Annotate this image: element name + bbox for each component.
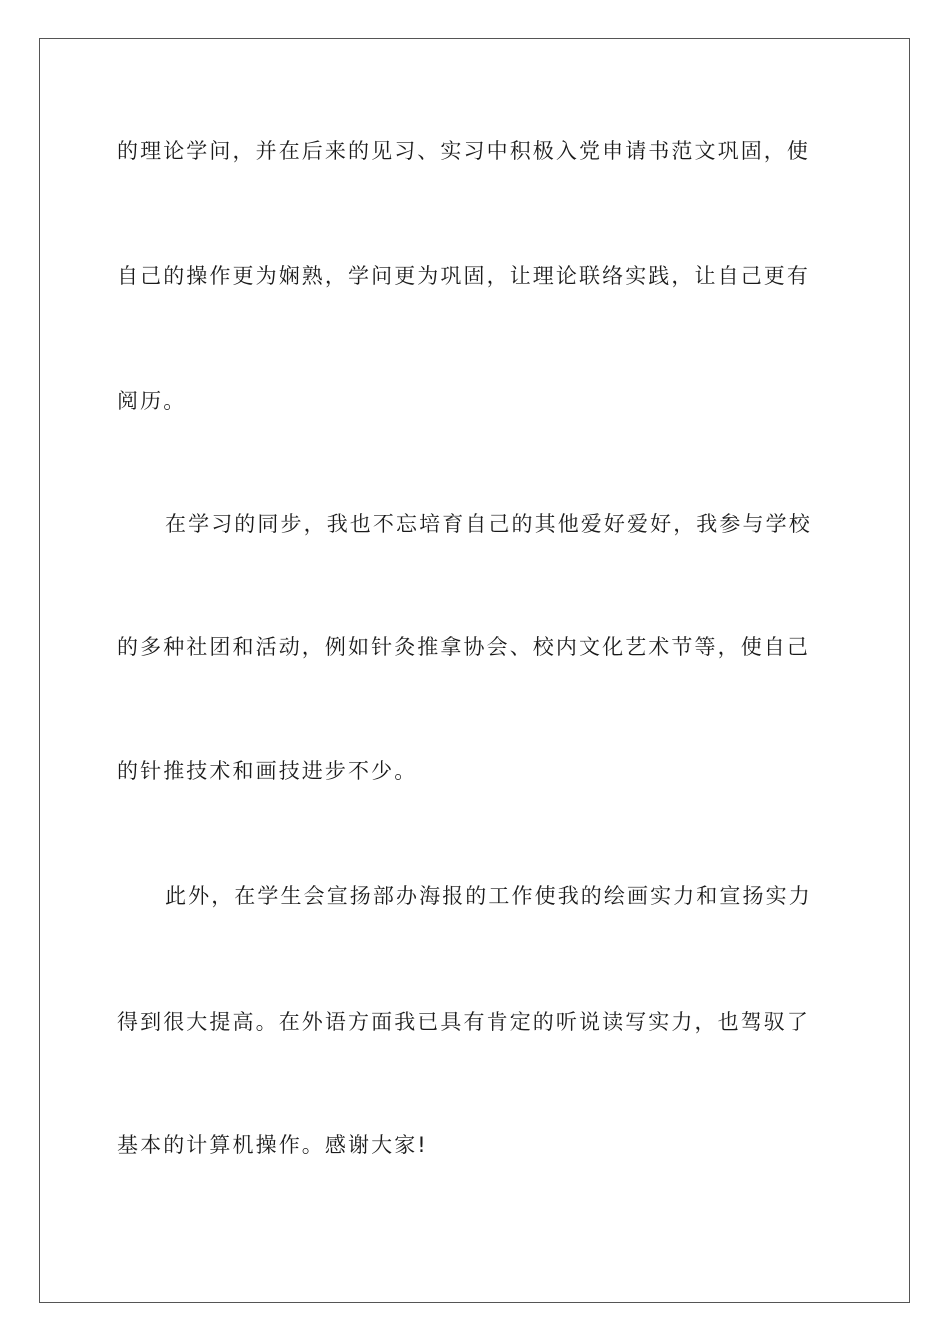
paragraph-line: 基本的计算机操作。感谢大家!	[117, 1133, 428, 1157]
paragraph-line: 的多种社团和活动，例如针灸推拿协会、校内文化艺术节等，使自己	[117, 635, 810, 659]
paragraph-line: 此外，在学生会宣扬部办海报的工作使我的绘画实力和宣扬实力	[165, 884, 812, 908]
paragraph-line: 阅历。	[117, 389, 187, 413]
paragraph-line: 得到很大提高。在外语方面我已具有肯定的听说读写实力，也驾驭了	[117, 1010, 810, 1034]
paragraph-line: 自己的操作更为娴熟，学问更为巩固，让理论联络实践，让自己更有	[117, 264, 810, 288]
paragraph-line: 的针推技术和画技进步不少。	[117, 759, 418, 783]
paragraph-line: 的理论学问，并在后来的见习、实习中积极入党申请书范文巩固，使	[117, 139, 810, 163]
paragraph-line: 在学习的同步，我也不忘培育自己的其他爱好爱好，我参与学校	[165, 512, 812, 536]
page-border	[39, 38, 910, 1303]
